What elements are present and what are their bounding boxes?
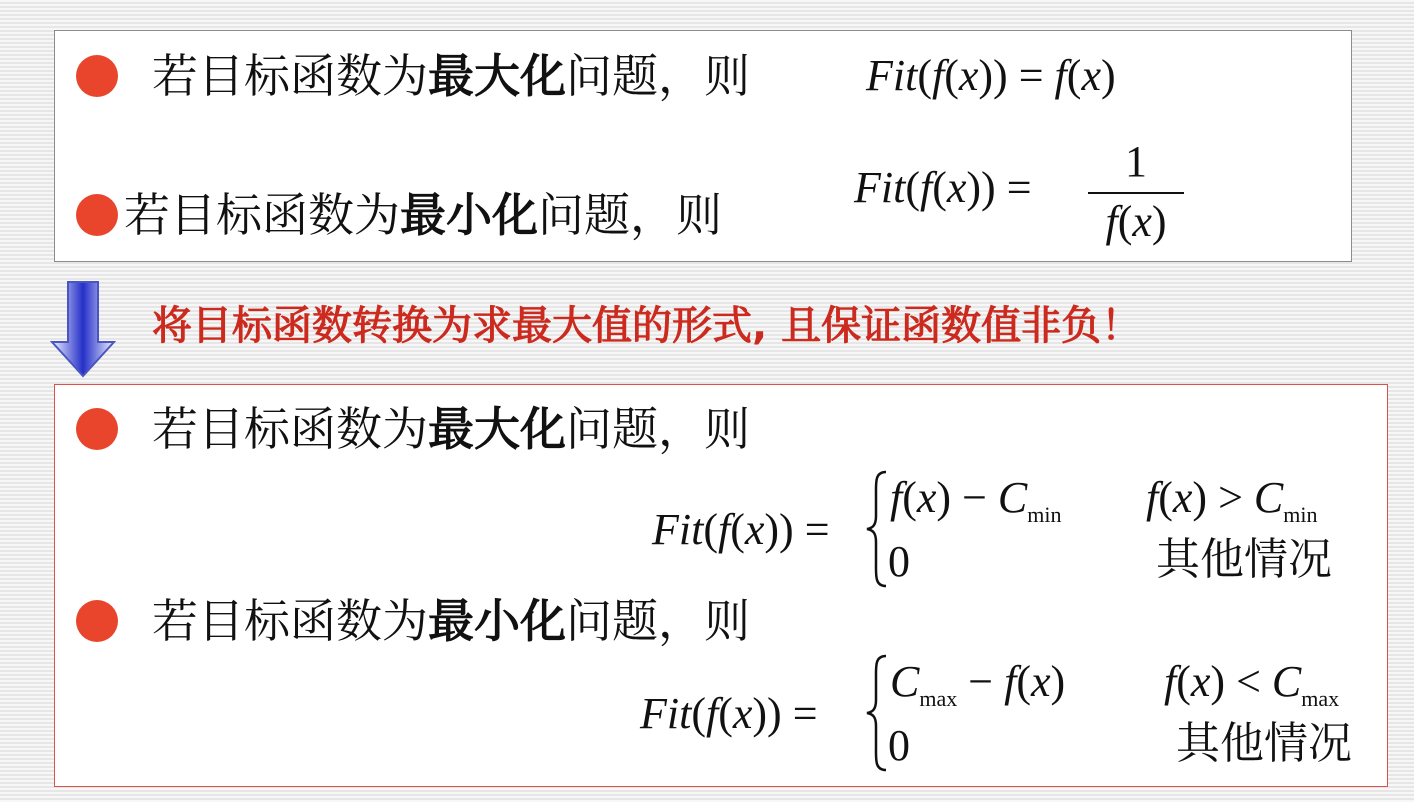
bullet-icon <box>76 408 118 450</box>
bottom-min-condition1: $f(x) < C_{max}$ <box>1164 657 1340 711</box>
fraction-bar <box>1088 192 1184 194</box>
conversion-note: 将目标函数转换为求最大值的形式, 且保证函数值非负！ <box>152 303 1142 349</box>
bottom-min-formula-lhs: Fit(f(x)) = <box>640 689 818 738</box>
left-brace-icon <box>864 470 890 588</box>
bottom-min-case2: 0 <box>888 721 910 770</box>
top-max-text: 若目标函数为最大化问题，则 <box>152 49 750 103</box>
bullet-icon <box>76 55 118 97</box>
bullet-icon <box>76 194 118 236</box>
bottom-max-condition1: $f(x) > C_{min}$ <box>1146 473 1318 527</box>
bottom-min-condition2: 其他情况 <box>1176 718 1352 769</box>
down-arrow-icon <box>50 280 116 378</box>
bottom-max-case2: 0 <box>888 537 910 586</box>
bullet-icon <box>76 600 118 642</box>
top-min-item <box>76 188 722 242</box>
fraction-denominator: f(x) <box>1105 197 1167 246</box>
left-brace-icon <box>864 654 890 772</box>
bottom-min-case1: $C_{max} - f(x)$ <box>890 657 1066 711</box>
bottom-max-formula-lhs: Fit(f(x)) = <box>652 505 830 554</box>
top-min-formula-lhs: Fit(f(x)) = <box>854 163 1032 212</box>
top-min-fraction <box>1088 137 1184 246</box>
fraction-numerator: 1 <box>1125 137 1147 186</box>
bottom-max-text: 若目标函数为最大化问题，则 <box>152 402 750 456</box>
top-max-item <box>76 49 750 103</box>
bottom-min-text: 若目标函数为最小化问题，则 <box>152 594 750 648</box>
bottom-max-case1: $f(x) - C_{min}$ <box>890 473 1062 527</box>
top-max-formula: Fit(f(x)) = f(x) <box>866 51 1116 100</box>
bottom-max-condition2: 其他情况 <box>1156 534 1332 585</box>
top-min-text: 若目标函数为最小化问题，则 <box>124 188 722 242</box>
bottom-max-item <box>76 402 750 456</box>
bottom-min-item <box>76 594 750 648</box>
